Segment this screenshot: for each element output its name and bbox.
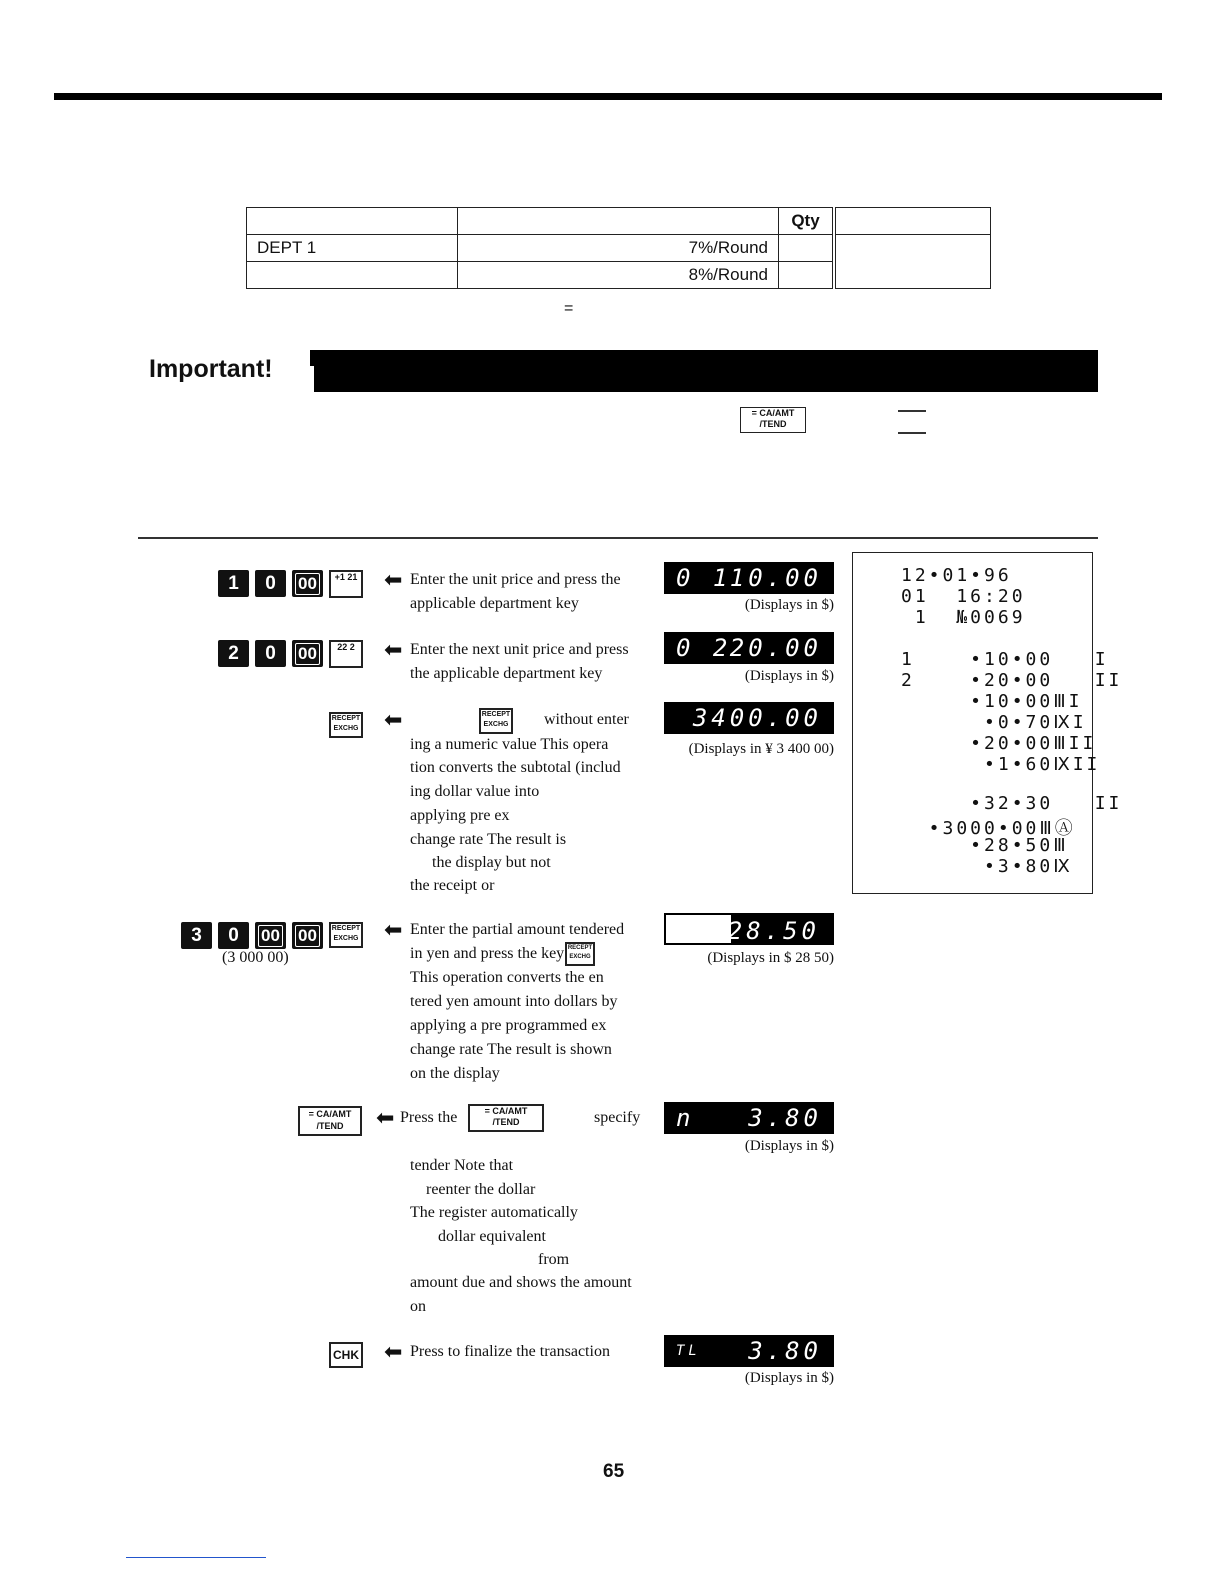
key-0: 0 (255, 570, 286, 597)
table-cell (247, 208, 458, 235)
step-description-line: specify (594, 1109, 641, 1126)
important-label (138, 350, 310, 392)
register-display: 3400.00 (664, 702, 834, 734)
step-description-line: the receipt or (410, 877, 495, 894)
qty-cell (779, 262, 835, 289)
left-arrow-icon: ⬅ (384, 918, 403, 943)
top-rule (54, 93, 1162, 100)
key-0: 0 (218, 922, 249, 949)
ca-amt-tend-key-icon: = CA/AMT /TEND (298, 1106, 362, 1136)
display-caption: (Displays in $) (744, 1138, 834, 1154)
step-description: Press to finalize the transaction (410, 1343, 610, 1360)
receipt-exchange-key-icon: RECEPT EXCHG (565, 942, 595, 966)
key-2: 2 (218, 640, 249, 667)
step-description-line: the display but not (432, 854, 551, 871)
receipt-line: •3•80Ⅸ (901, 856, 1073, 877)
dept-1-key-icon: +1 21 (329, 570, 363, 598)
register-display: 28.50 (664, 913, 834, 945)
receipt-line: •28•50Ⅲ (901, 835, 1069, 856)
receipt-exchange-key-icon: RECEPT EXCHG (329, 922, 363, 948)
qty-header: Qty (779, 208, 835, 235)
key-00: 00 (292, 570, 323, 597)
receipt-line: •0•70ⅨI (901, 712, 1087, 733)
blank-line (898, 432, 926, 434)
tender-amount: (3 000 00) (222, 949, 289, 966)
receipt-line: 2 •20•00 II (901, 670, 1123, 691)
step-description-line: in yen and press the key (410, 945, 565, 962)
register-display: 0 1 10.00 (664, 562, 834, 594)
step-description-line: dollar equivalent (438, 1228, 546, 1245)
step-description-line: ing a numeric value This opera (410, 736, 609, 753)
left-arrow-icon: ⬅ (384, 568, 403, 593)
receipt-line: •3000•00ⅢⒶ (901, 818, 1076, 839)
step-description-line: Enter the partial amount tendered (410, 921, 625, 938)
key-00: 00 (292, 922, 323, 949)
receipt-line: 01 16:20 (901, 586, 1026, 607)
receipt-line: •10•00ⅢI (901, 691, 1083, 712)
ca-amt-tend-key-icon: = CA/AMT /TEND (740, 407, 806, 433)
receipt-line: 1 •10•00 I (901, 649, 1109, 670)
qty-cell (779, 235, 835, 262)
tax-table (246, 207, 991, 289)
register-display: 0 2 20.00 (664, 632, 834, 664)
left-arrow-icon: ⬅ (376, 1106, 395, 1131)
display-caption: (Displays in ¥ 3 400 00) (688, 741, 834, 757)
important-title: Important! (149, 355, 273, 383)
left-arrow-icon: ⬅ (384, 1340, 403, 1365)
receipt-line: 1 №0069 (901, 607, 1026, 628)
step-description-line: This operation converts the en (410, 969, 604, 986)
step-description-line: reenter the dollar (426, 1181, 536, 1198)
display-caption: (Displays in $ 28 50) (707, 950, 834, 966)
step-description-line: without enter (544, 711, 629, 728)
step-description: Enter the next unit price and press the applicable department key (410, 641, 629, 682)
table-cell (834, 235, 991, 289)
step-description-line: applying a pre programmed ex (410, 1017, 607, 1034)
step-description-line: ing dollar value into (410, 783, 540, 800)
receipt-line: 12•01•96 (901, 565, 1012, 586)
table-cell (834, 208, 991, 235)
key-0: 0 (255, 640, 286, 667)
key-3: 3 (181, 922, 212, 949)
step-description: Enter the unit price and press the applicable department key (410, 571, 621, 612)
receipt-line: •1•60ⅨII (901, 754, 1101, 775)
banner-notch (310, 366, 314, 392)
step-description-line: applying pre ex (410, 807, 510, 824)
key-00: 00 (292, 640, 323, 667)
dept-2-key-icon: 22 2 (329, 640, 363, 668)
tax-cell: 7%/Round (458, 235, 779, 262)
step-description-line: Press the (400, 1109, 458, 1126)
display-caption: (Displays in $) (744, 1370, 834, 1386)
footnote-rule (126, 1557, 266, 1558)
step-description-line: tender Note that (410, 1157, 514, 1174)
receipt-printout (852, 552, 1123, 894)
receipt-exchange-key-icon: RECEPT EXCHG (329, 712, 363, 738)
step-description-line: on the display (410, 1065, 500, 1082)
step-description-line: The register automatically (410, 1204, 578, 1221)
step-description-line: on (410, 1298, 426, 1315)
receipt-exchange-key-icon: RECEPT EXCHG (479, 708, 513, 734)
table-row (247, 235, 991, 262)
left-arrow-icon: ⬅ (384, 708, 403, 733)
page-number: 65 (603, 1461, 625, 1482)
equals-note: = (564, 300, 574, 317)
step-description-line: from (538, 1251, 570, 1268)
ca-amt-tend-key-icon: = CA/AMT /TEND (468, 1104, 544, 1132)
receipt-line: •20•00ⅢII (901, 733, 1097, 754)
key-1: 1 (218, 570, 249, 597)
step-description-line: change rate The result is (410, 831, 567, 848)
step-description-line: tion converts the subtotal (includ (410, 759, 621, 776)
table-header-row (247, 208, 991, 235)
tax-cell: 8%/Round (458, 262, 779, 289)
register-display: n 3.80 (664, 1102, 834, 1134)
section-rule (138, 537, 1098, 539)
table-cell (458, 208, 779, 235)
display-caption: (Displays in $) (744, 597, 834, 613)
check-key-icon: CHK (329, 1342, 363, 1368)
dept-cell: DEPT 1 (247, 235, 458, 262)
key-00: 00 (255, 922, 286, 949)
step-description-line: amount due and shows the amount (410, 1274, 632, 1291)
register-display: TL 3.80 (664, 1335, 834, 1367)
dept-cell (247, 262, 458, 289)
left-arrow-icon: ⬅ (384, 638, 403, 663)
step-description-line: tered yen amount into dollars by (410, 993, 618, 1010)
display-caption: (Displays in $) (744, 668, 834, 684)
receipt-line: •32•30 II (901, 793, 1123, 814)
blank-line (898, 410, 926, 412)
step-description-line: change rate The result is shown (410, 1041, 612, 1058)
